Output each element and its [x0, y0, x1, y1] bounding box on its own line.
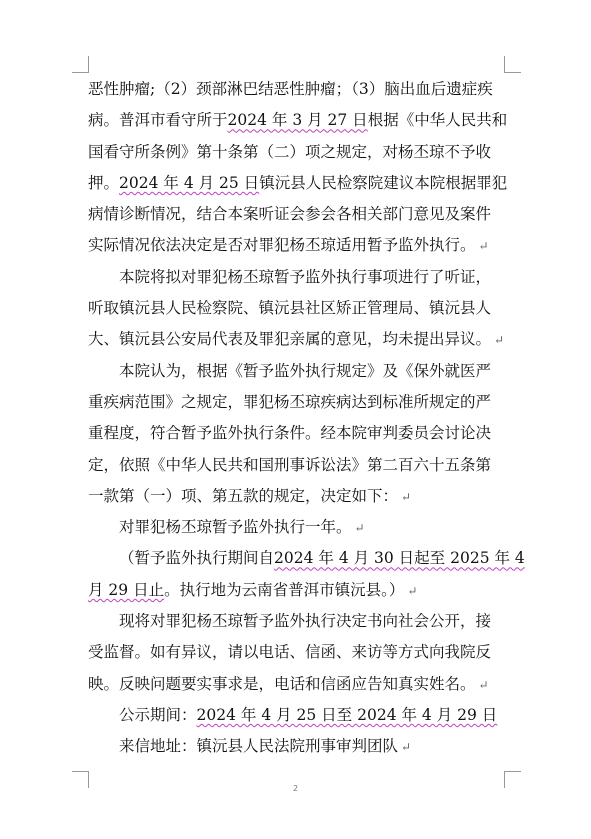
paragraph-mark: ↵: [407, 583, 418, 598]
text-line: 病。普洱市看守所于2024 年 3 月 27 日根据《中华人民共和: [88, 111, 508, 130]
text-line: 定，依照《中华人民共和国刑事诉讼法》第二百六十五条第: [88, 455, 492, 474]
text-line: （暂予监外执行期间自2024 年 4 月 30 日起至 2025 年 4: [119, 549, 525, 568]
text-line: 听取镇沅县人民检察院、镇沅县社区矫正管理局、镇沅县人: [88, 299, 492, 318]
text-line: 病情诊断情况，结合本案听证会参会各相关部门意见及案件: [88, 205, 492, 224]
paragraph-mark: ↵: [478, 239, 489, 254]
paragraph-mark: ↵: [401, 489, 412, 504]
paragraph-mark: ↵: [478, 677, 489, 692]
crop-mark-top-right: [504, 56, 521, 73]
paragraph-mark: ↵: [401, 740, 412, 755]
text-line: 受监督。如有异议，请以电话、信函、来访等方式向我院反: [88, 643, 492, 662]
crop-mark-top-left: [72, 56, 89, 73]
text-line: 国看守所条例》第十条第（二）项之规定，对杨丕琼不予收: [88, 142, 492, 161]
paragraph-mark: ↵: [494, 333, 505, 348]
text-line: 重疾病范围》之规定，罪犯杨丕琼疾病达到标准所规定的严: [88, 392, 492, 411]
text-line: 本院将拟对罪犯杨丕琼暂予监外执行事项进行了听证，: [119, 267, 492, 286]
document-body: [88, 74, 525, 763]
text-line: 本院认为，根据《暂予监外执行规定》及《保外就医严: [119, 361, 492, 380]
text-line: 公示期间：2024 年 4 月 25 日至 2024 年 4 月 29 日: [119, 705, 498, 724]
text-line: 来信地址：镇沅县人民法院刑事审判团队 ↵: [119, 737, 412, 756]
text-line: 实际情况依法决定是否对罪犯杨丕琼适用暂予监外执行。 ↵: [88, 236, 489, 255]
text-line: 一款第（一）项、第五款的规定，决定如下： ↵: [88, 486, 412, 505]
text-line: 现将对罪犯杨丕琼暂予监外执行决定书向社会公开，接: [119, 612, 492, 631]
text-line: 恶性肿瘤;（2）颈部淋巴结恶性肿瘤；（3）脑出血后遗症疾: [88, 80, 493, 98]
paragraph-mark: ↵: [354, 521, 365, 536]
text-line: 大、镇沅县公安局代表及罪犯亲属的意见，均未提出异议。 ↵: [88, 330, 505, 349]
page-number: 2: [292, 784, 299, 793]
text-line: 月 29 日止。执行地为云南省普洱市镇沅县。） ↵: [88, 580, 418, 599]
text-line: 押。2024 年 4 月 25 日镇沅县人民检察院建议本院根据罪犯: [88, 173, 508, 192]
text-line: 对罪犯杨丕琼暂予监外执行一年。 ↵: [119, 518, 365, 537]
text-line: 重程度，符合暂予监外执行条件。经本院审判委员会讨论决: [88, 424, 492, 443]
text-line: 映。反映问题要实事求是，电话和信函应告知真实姓名。 ↵: [88, 674, 489, 693]
